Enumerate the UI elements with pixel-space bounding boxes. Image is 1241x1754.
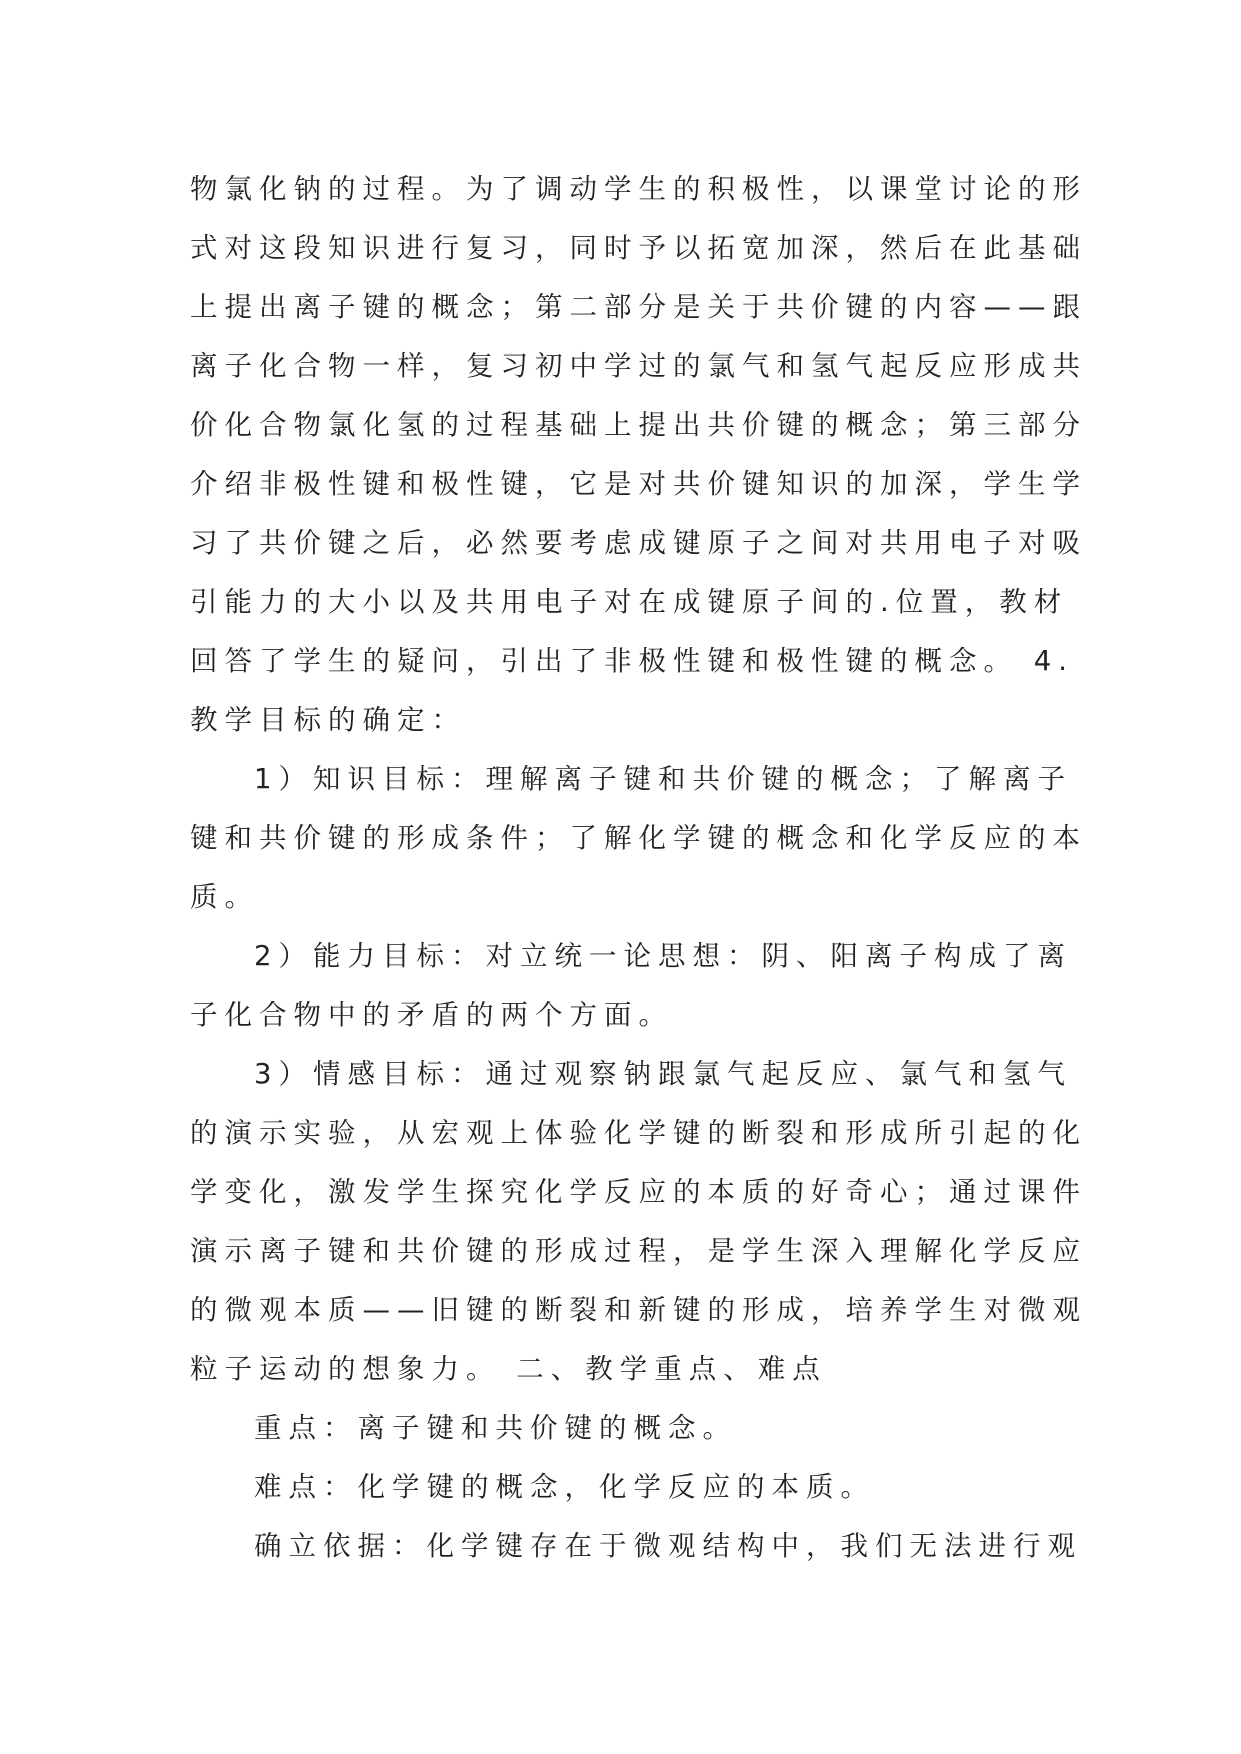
text-line: 子化合物中的矛盾的两个方面。 (190, 999, 673, 1031)
emotion-goal-line: 3）情感目标：通过观察钠跟氯气起反应、氯气和氢气 (254, 1058, 1072, 1090)
text-line: 离子化合物一样，复习初中学过的氯气和氢气起反应形成共 (190, 350, 1087, 382)
ability-goal-line: 2）能力目标：对立统一论思想：阴、阳离子构成了离 (254, 940, 1072, 972)
text-line: 价化合物氯化氢的过程基础上提出共价键的概念；第三部分 (190, 409, 1087, 441)
key-point-line: 重点：离子键和共价键的概念。 (254, 1412, 737, 1444)
text-line: 式对这段知识进行复习，同时予以拓宽加深，然后在此基础 (190, 232, 1087, 264)
difficulty-line: 难点：化学键的概念，化学反应的本质。 (254, 1471, 875, 1503)
basis-line: 确立依据：化学键存在于微观结构中，我们无法进行观 (254, 1530, 1082, 1562)
text-line: 的微观本质——旧键的断裂和新键的形成，培养学生对微观 (190, 1294, 1087, 1326)
text-line: 回答了学生的疑问，引出了非极性键和极性键的概念。 4. (190, 645, 1074, 677)
text-line: 介绍非极性键和极性键，它是对共价键知识的加深，学生学 (190, 468, 1087, 500)
text-line: 的演示实验，从宏观上体验化学键的断裂和形成所引起的化 (190, 1117, 1087, 1149)
text-line: 演示离子键和共价键的形成过程，是学生深入理解化学反应 (190, 1235, 1087, 1267)
text-line: 引能力的大小以及共用电子对在成键原子间的.位置，教材 (190, 586, 1069, 618)
document-body (190, 160, 1087, 1576)
text-line: 习了共价键之后，必然要考虑成键原子之间对共用电子对吸 (190, 527, 1087, 559)
text-line: 上提出离子键的概念；第二部分是关于共价键的内容——跟 (190, 291, 1087, 323)
text-line: 粒子运动的想象力。 二、教学重点、难点 (190, 1353, 827, 1385)
text-line: 教学目标的确定： (190, 704, 466, 736)
text-line: 键和共价键的形成条件；了解化学键的概念和化学反应的本 (190, 822, 1087, 854)
text-line: 物氯化钠的过程。为了调动学生的积极性，以课堂讨论的形 (190, 173, 1087, 205)
text-line: 质。 (190, 881, 259, 913)
knowledge-goal-line: 1）知识目标：理解离子键和共价键的概念；了解离子 (254, 763, 1072, 795)
text-line: 学变化，激发学生探究化学反应的本质的好奇心；通过课件 (190, 1176, 1087, 1208)
